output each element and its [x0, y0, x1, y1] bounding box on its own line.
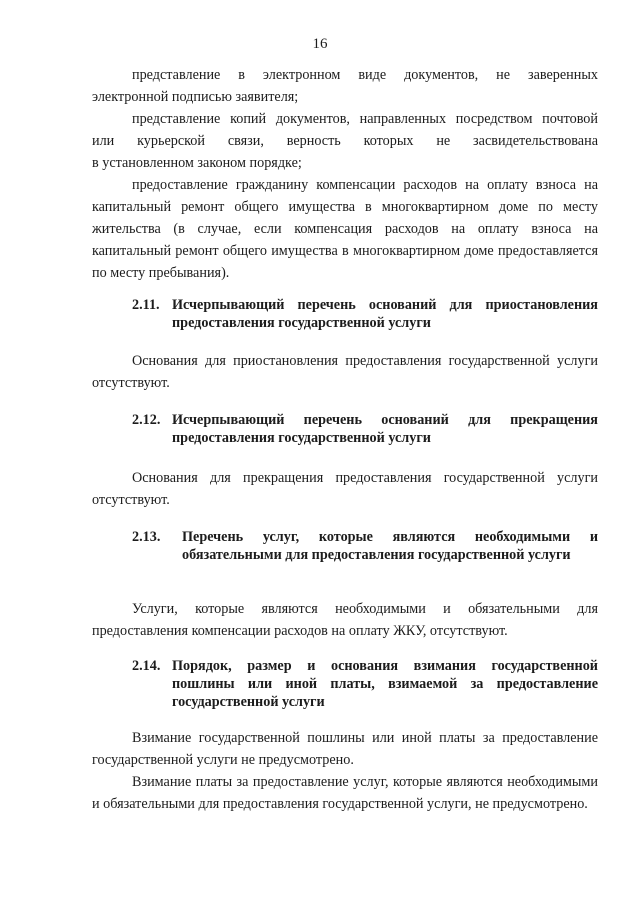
section-2-13-body — [92, 598, 598, 642]
section-paragraph: Взимание платы за предоставление услуг, которые являются необходимыми и обязательными для предоставления государственной услуги, не предусмотрено. — [92, 774, 598, 812]
intro-item-postal-copies-line3: в установленном законом порядке; — [92, 155, 302, 171]
section-paragraph: Услуги, которые являются необходимыми и обязательными для предоставления компенсации расходов на оплату ЖКУ, отсутствуют. — [92, 601, 598, 639]
section-2-14-heading — [92, 657, 598, 711]
section-title: Исчерпывающий перечень оснований для приостановления предоставления государственной услуги — [172, 297, 598, 331]
intro-item-postal-copies-line2: или курьерской связи, верность которых не засвидетельствована — [92, 133, 598, 149]
section-2-13-heading — [92, 528, 598, 564]
section-number: 2.11. — [132, 297, 160, 313]
section-2-11-body — [92, 350, 598, 394]
intro-item-postal-copies-line1: представление копий документов, направленных посредством почтовой — [132, 111, 598, 127]
section-2-12-heading — [92, 411, 598, 447]
intro-item-postal-copies-cont — [92, 130, 598, 174]
intro-item-electronic-docs-line2: электронной подписью заявителя; — [92, 89, 299, 105]
intro-item-postal-copies — [92, 108, 598, 130]
section-2-14-body — [92, 727, 598, 815]
section-title: Порядок, размер и основания взимания государственной пошлины или иной платы, взимаемой за предоставление государственной услуги — [172, 658, 598, 710]
page-number: 16 — [312, 36, 328, 52]
section-2-12-body — [92, 467, 598, 511]
section-title: Исчерпывающий перечень оснований для прекращения предоставления государственной услуги — [172, 412, 598, 446]
intro-list — [92, 64, 598, 284]
section-paragraph: Основания для прекращения предоставления государственной услуги отсутствуют. — [92, 470, 598, 508]
intro-item-electronic-docs — [92, 64, 598, 86]
section-number: 2.12. — [132, 412, 161, 428]
section-number: 2.13. — [132, 529, 161, 545]
section-title: Перечень услуг, которые являются необходимыми и обязательными для предоставления государственной услуги — [182, 529, 598, 563]
section-number: 2.14. — [132, 658, 161, 674]
section-2-11-heading — [92, 296, 598, 332]
intro-item-electronic-docs-line1: представление в электронном виде документов, не заверенных — [132, 67, 598, 83]
intro-item-electronic-docs-cont — [92, 86, 598, 108]
section-paragraph: Взимание государственной пошлины или иной платы за предоставление государственной услуги не предусмотрено. — [92, 730, 598, 768]
section-paragraph: Основания для приостановления предоставления государственной услуги отсутствуют. — [92, 353, 598, 391]
intro-item-compensation: предоставление гражданину компенсации расходов на оплату взноса на капитальный ремонт общего имущества в многоквартирном доме по месту жительства (в случае, если компенсация расходов на оплату взноса на капитальный ремонт общего имущества в многоквартирном доме предоставляется по месту пребывания). — [92, 177, 598, 281]
